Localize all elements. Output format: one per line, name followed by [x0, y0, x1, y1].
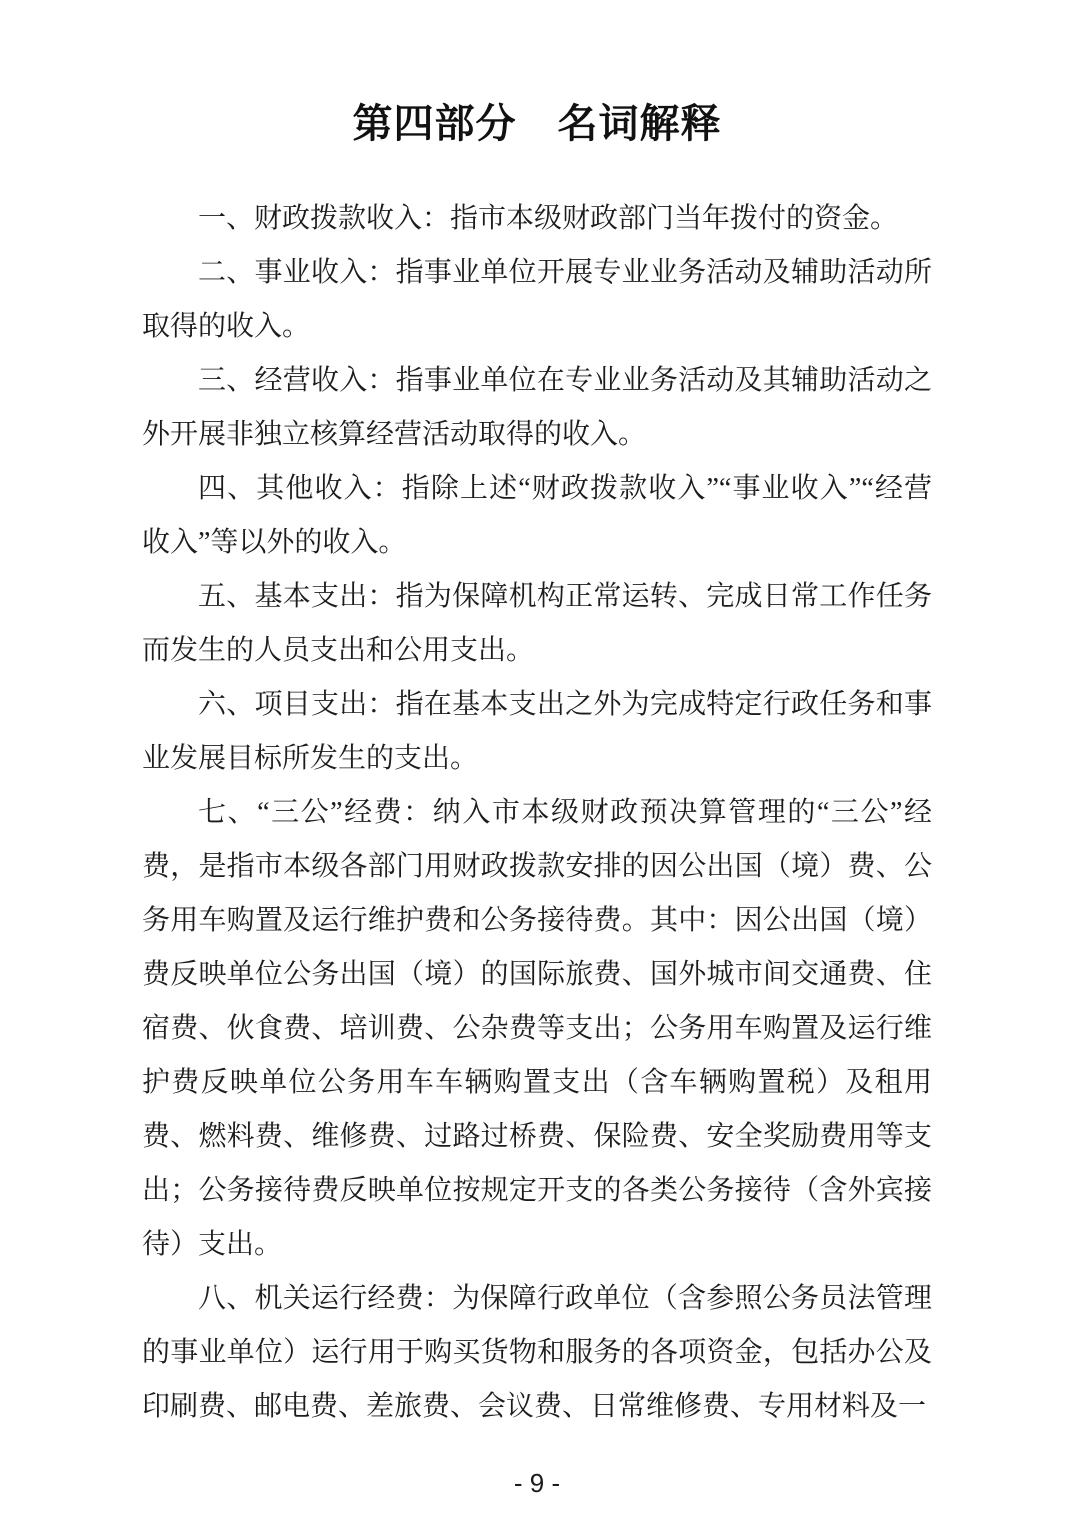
- paragraph-operating-income: 三、经营收入：指事业单位在专业业务活动及其辅助活动之外开展非独立核算经营活动取得的收入。: [142, 365, 932, 450]
- document-body: [142, 192, 932, 1434]
- paragraph-agency-operating-funds: 八、机关运行经费：为保障行政单位（含参照公务员法管理的事业单位）运行用于购买货物和服务的各项资金，包括办公及印刷费、邮电费、差旅费、会议费、日常维修费、专用材料及一: [142, 1283, 932, 1422]
- paragraph-basic-expenditure: 五、基本支出：指为保障机构正常运转、完成日常工作任务而发生的人员支出和公用支出。: [142, 581, 932, 666]
- page-number: - 9 -: [513, 1468, 561, 1498]
- paragraph-other-income: 四、其他收入：指除上述“财政拨款收入”“事业收入”“经营收入”等以外的收入。: [142, 473, 932, 558]
- paragraph-fiscal-appropriation-income: 一、财政拨款收入：指市本级财政部门当年拨付的资金。: [198, 203, 899, 234]
- paragraph-institutional-income: 二、事业收入：指事业单位开展专业业务活动及辅助活动所取得的收入。: [142, 257, 932, 342]
- paragraph-project-expenditure: 六、项目支出：指在基本支出之外为完成特定行政任务和事业发展目标所发生的支出。: [142, 689, 932, 774]
- paragraph-three-public-funds: 七、“三公”经费：纳入市本级财政预决算管理的“三公”经费，是指市本级各部门用财政拨款安排的因公出国（境）费、公务用车购置及运行维护费和公务接待费。其中：因公出国（境）费反映单位公务出国（境）的国际旅费、国外城市间交通费、住宿费、伙食费、培训费、公杂费等支出；公务用车购置及运行维护费反映单位公务用车车辆购置支出（含车辆购置税）及租用费、燃料费、维修费、过路过桥费、保险费、安全奖励费用等支出；公务接待费反映单位按规定开支的各类公务接待（含外宾接待）支出。: [142, 797, 932, 1260]
- page-title: 第四部分 名词解释: [352, 102, 722, 146]
